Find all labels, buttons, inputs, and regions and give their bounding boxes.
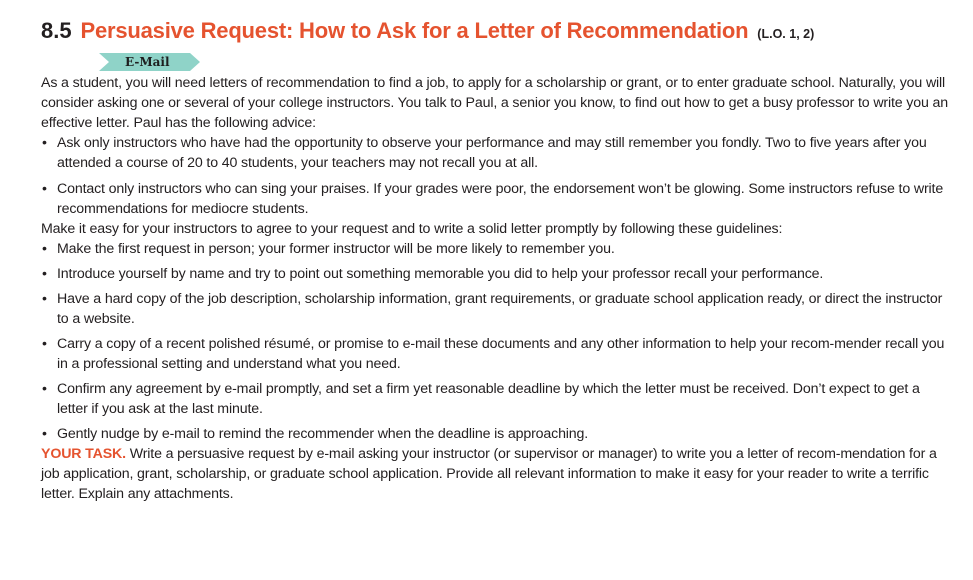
advice-list: [41, 133, 953, 219]
guidelines-intro: Make it easy for your instructors to agree to your request and to write a solid letter promptly by following these guidelines:: [41, 221, 783, 237]
list-item: [41, 239, 953, 259]
section-heading: [41, 12, 953, 49]
list-item: [41, 334, 953, 374]
task-label: YOUR TASK.: [41, 446, 126, 462]
bullet-icon: •: [42, 181, 47, 197]
intro-paragraph: As a student, you will need letters of recommendation to find a job, to apply for a scholarship or grant, or to enter graduate school. Naturally, you will consider asking one or several of your college instructors. You talk to Paul, a senior you know, to find out how to get a busy professor to write you an effective letter. Paul has the following advice:: [41, 75, 949, 131]
list-item-text: Gently nudge by e-mail to remind the recommender when the deadline is approaching.: [57, 426, 589, 442]
list-item-text: Have a hard copy of the job description, scholarship information, grant requirements, or graduate school application ready, or direct the instructor to a website.: [57, 291, 943, 327]
task-text: Write a persuasive request by e-mail asking your instructor (or supervisor or manager) to write you a letter of recom-mendation for a job application, grant, scholarship, or graduate school application. Provide all relevant information to make it easy for your reader to write a terrific letter. Explain any attachments.: [41, 446, 937, 502]
list-item-text: Contact only instructors who can sing your praises. If your grades were poor, the endorsement won’t be glowing. Some instructors refuse to write recommendations for mediocre students.: [57, 181, 944, 217]
bullet-icon: •: [42, 336, 47, 352]
list-item: [41, 424, 953, 444]
section-number: 8.5: [41, 18, 72, 43]
task-paragraph: [41, 444, 953, 504]
bullet-icon: •: [42, 241, 47, 257]
list-item-text: Ask only instructors who have had the opportunity to observe your performance and may still remember you fondly. Two to five years after you attended a course of 20 to 40 students, your teachers may not recall you at all.: [57, 135, 927, 171]
bullet-icon: •: [42, 381, 47, 397]
bullet-icon: •: [42, 291, 47, 307]
list-item: [41, 264, 953, 284]
list-item: [41, 133, 953, 173]
list-item-text: Carry a copy of a recent polished résumé, or promise to e-mail these documents and any other information to help your recom-mender recall you in a professional setting and understand what you need.: [57, 336, 945, 372]
list-item: [41, 379, 953, 419]
bullet-icon: •: [42, 135, 47, 151]
list-item-text: Make the first request in person; your former instructor will be more likely to remember you.: [57, 241, 615, 257]
email-tag: E-Mail: [99, 53, 190, 71]
bullet-icon: •: [42, 426, 47, 442]
bullet-icon: •: [42, 266, 47, 282]
guidelines-list: [41, 239, 953, 444]
tag-row: [99, 53, 953, 73]
section-title: Persuasive Request: How to Ask for a Letter of Recommendation: [80, 18, 749, 43]
list-item: [41, 179, 953, 219]
learning-objectives: (L.O. 1, 2): [757, 27, 815, 41]
exercise-section: [41, 12, 953, 504]
list-item-text: Introduce yourself by name and try to point out something memorable you did to help your professor recall your performance.: [57, 266, 824, 282]
list-item: [41, 289, 953, 329]
list-item-text: Confirm any agreement by e-mail promptly, and set a firm yet reasonable deadline by which the letter must be received. Don’t expect to get a letter if you ask at the last minute.: [57, 381, 920, 417]
